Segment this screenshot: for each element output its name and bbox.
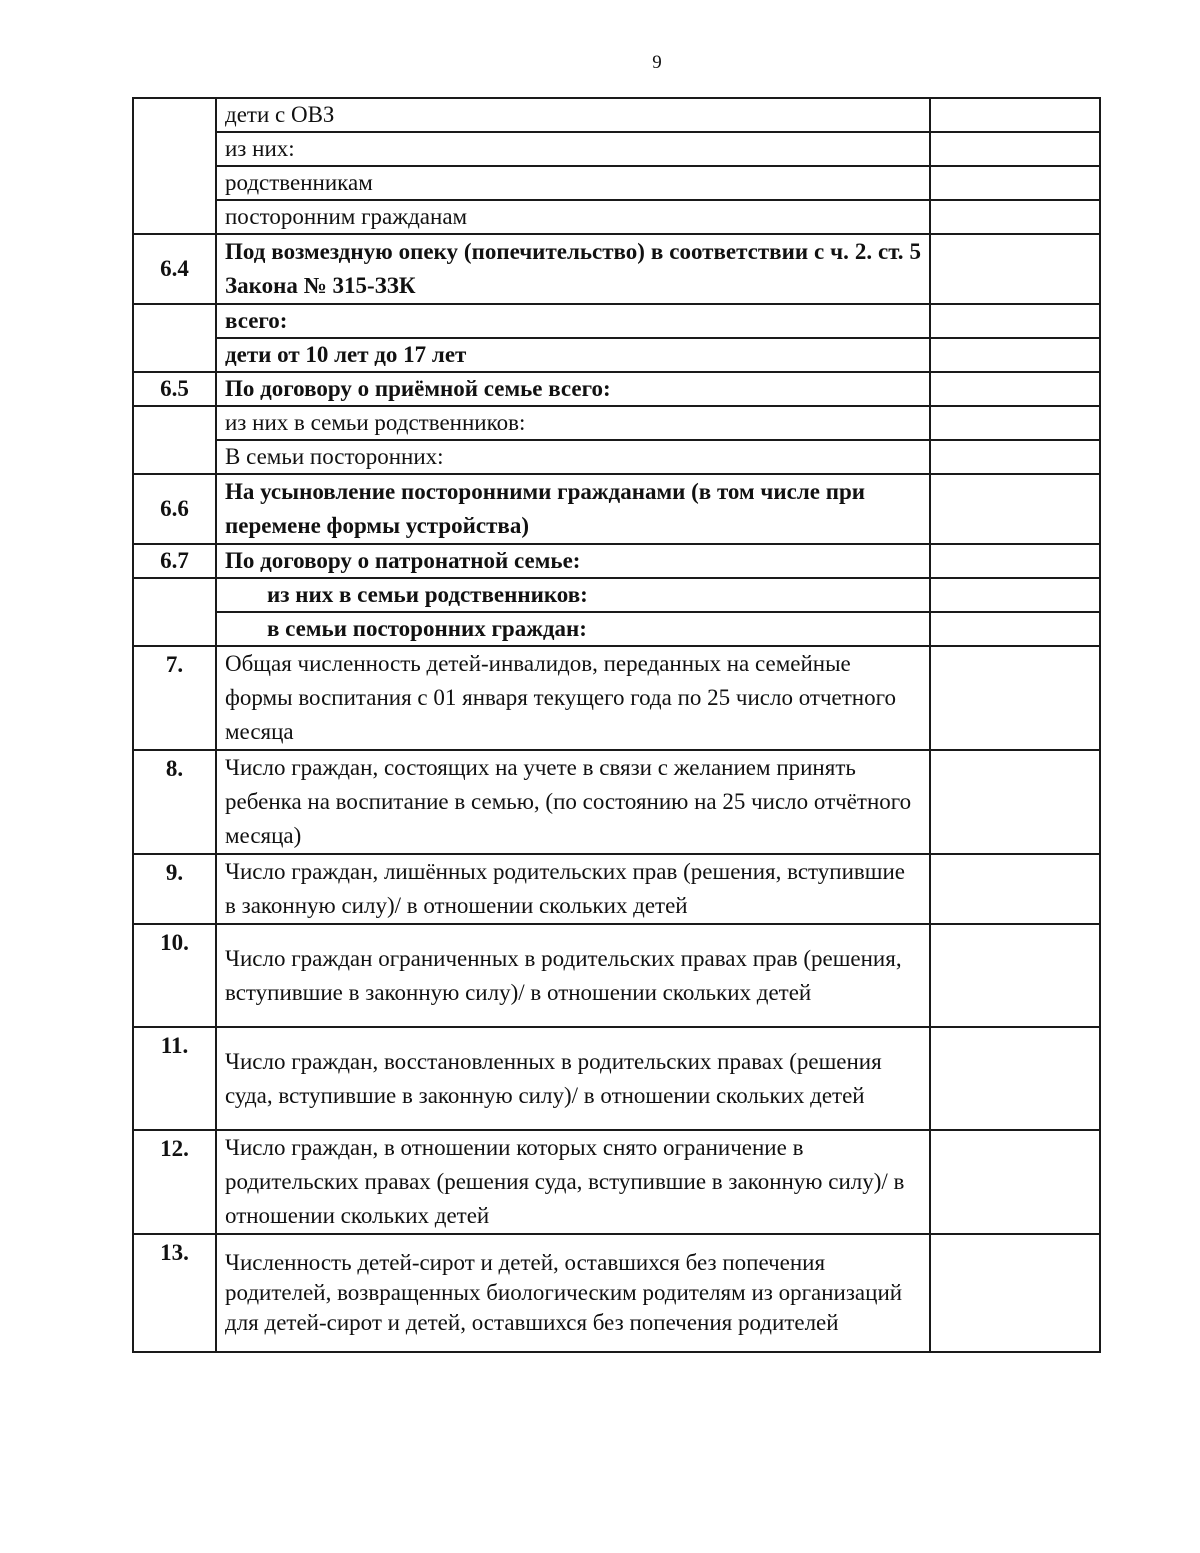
row-text: посторонним гражданам bbox=[216, 200, 930, 234]
row-text: всего: bbox=[216, 304, 930, 338]
row-number: 7. bbox=[133, 646, 216, 750]
row-number bbox=[133, 304, 216, 372]
value-cell[interactable] bbox=[930, 406, 1100, 440]
row-text: дети с ОВЗ bbox=[216, 98, 930, 132]
value-cell[interactable] bbox=[930, 304, 1100, 338]
value-cell[interactable] bbox=[930, 612, 1100, 646]
value-cell[interactable] bbox=[930, 1130, 1100, 1234]
row-text: Число граждан, лишённых родительских прав (решения, вступившие в законную силу)/ в отношении скольких детей bbox=[216, 854, 930, 924]
table-row bbox=[133, 1234, 1100, 1352]
table-row bbox=[133, 166, 1100, 200]
value-cell[interactable] bbox=[930, 750, 1100, 854]
value-cell[interactable] bbox=[930, 544, 1100, 578]
row-text: из них в семьи родственников: bbox=[216, 578, 930, 612]
row-number: 13. bbox=[133, 1234, 216, 1352]
row-text: в семьи посторонних граждан: bbox=[216, 612, 930, 646]
row-number: 6.7 bbox=[133, 544, 216, 578]
table-row bbox=[133, 234, 1100, 304]
value-cell[interactable] bbox=[930, 338, 1100, 372]
row-text: Число граждан, восстановленных в родительских правах (решения суда, вступившие в законную силу)/ в отношении скольких детей bbox=[216, 1027, 930, 1130]
row-text: На усыновление посторонними гражданами (в том числе при перемене формы устройства) bbox=[216, 474, 930, 544]
value-cell[interactable] bbox=[930, 98, 1100, 132]
value-cell[interactable] bbox=[930, 1234, 1100, 1352]
row-text: из них: bbox=[216, 132, 930, 166]
table-row bbox=[133, 924, 1100, 1027]
row-text: Под возмездную опеку (попечительство) в соответствии с ч. 2. ст. 5 Закона № 315-ЗЗК bbox=[216, 234, 930, 304]
row-text: Число граждан ограниченных в родительских правах прав (решения, вступившие в законную силу)/ в отношении скольких детей bbox=[216, 924, 930, 1027]
value-cell[interactable] bbox=[930, 924, 1100, 1027]
value-cell[interactable] bbox=[930, 578, 1100, 612]
table-row bbox=[133, 544, 1100, 578]
value-cell[interactable] bbox=[930, 440, 1100, 474]
value-cell[interactable] bbox=[930, 200, 1100, 234]
row-text: В семьи посторонних: bbox=[216, 440, 930, 474]
table-row bbox=[133, 854, 1100, 924]
table-row bbox=[133, 440, 1100, 474]
row-text: По договору о приёмной семье всего: bbox=[216, 372, 930, 406]
row-number: 11. bbox=[133, 1027, 216, 1130]
table-row bbox=[133, 132, 1100, 166]
table-row bbox=[133, 646, 1100, 750]
row-number: 10. bbox=[133, 924, 216, 1027]
row-text: дети от 10 лет до 17 лет bbox=[216, 338, 930, 372]
row-text: Общая численность детей-инвалидов, переданных на семейные формы воспитания с 01 января текущего года по 25 число отчетного месяца bbox=[216, 646, 930, 750]
table-row bbox=[133, 750, 1100, 854]
table-row bbox=[133, 406, 1100, 440]
row-number: 6.6 bbox=[133, 474, 216, 544]
table-row bbox=[133, 304, 1100, 338]
row-text: из них в семьи родственников: bbox=[216, 406, 930, 440]
row-text: По договору о патронатной семье: bbox=[216, 544, 930, 578]
value-cell[interactable] bbox=[930, 372, 1100, 406]
row-number: 6.5 bbox=[133, 372, 216, 406]
value-cell[interactable] bbox=[930, 234, 1100, 304]
row-number: 8. bbox=[133, 750, 216, 854]
table-row bbox=[133, 372, 1100, 406]
value-cell[interactable] bbox=[930, 474, 1100, 544]
row-text: родственникам bbox=[216, 166, 930, 200]
table-row bbox=[133, 98, 1100, 132]
value-cell[interactable] bbox=[930, 166, 1100, 200]
value-cell[interactable] bbox=[930, 854, 1100, 924]
table-row bbox=[133, 578, 1100, 612]
row-text: Численность детей-сирот и детей, оставшихся без попечения родителей, возвращенных биологическим родителям из организаций для детей-сирот и детей, оставшихся без попечения родителей bbox=[216, 1234, 930, 1352]
row-number: 6.4 bbox=[133, 234, 216, 304]
report-table bbox=[132, 97, 1101, 1353]
value-cell[interactable] bbox=[930, 646, 1100, 750]
table-row bbox=[133, 474, 1100, 544]
row-number bbox=[133, 98, 216, 234]
value-cell[interactable] bbox=[930, 132, 1100, 166]
table-row bbox=[133, 338, 1100, 372]
row-number bbox=[133, 578, 216, 646]
table-row bbox=[133, 200, 1100, 234]
value-cell[interactable] bbox=[930, 1027, 1100, 1130]
table-row bbox=[133, 612, 1100, 646]
table-row bbox=[133, 1027, 1100, 1130]
table-row bbox=[133, 1130, 1100, 1234]
row-number: 12. bbox=[133, 1130, 216, 1234]
row-number bbox=[133, 406, 216, 474]
row-text: Число граждан, состоящих на учете в связи с желанием принять ребенка на воспитание в семью, (по состоянию на 25 число отчётного месяца) bbox=[216, 750, 930, 854]
page-number: 9 bbox=[652, 52, 662, 73]
row-text: Число граждан, в отношении которых снято ограничение в родительских правах (решения суда, вступившие в законную силу)/ в отношении скольких детей bbox=[216, 1130, 930, 1234]
row-number: 9. bbox=[133, 854, 216, 924]
